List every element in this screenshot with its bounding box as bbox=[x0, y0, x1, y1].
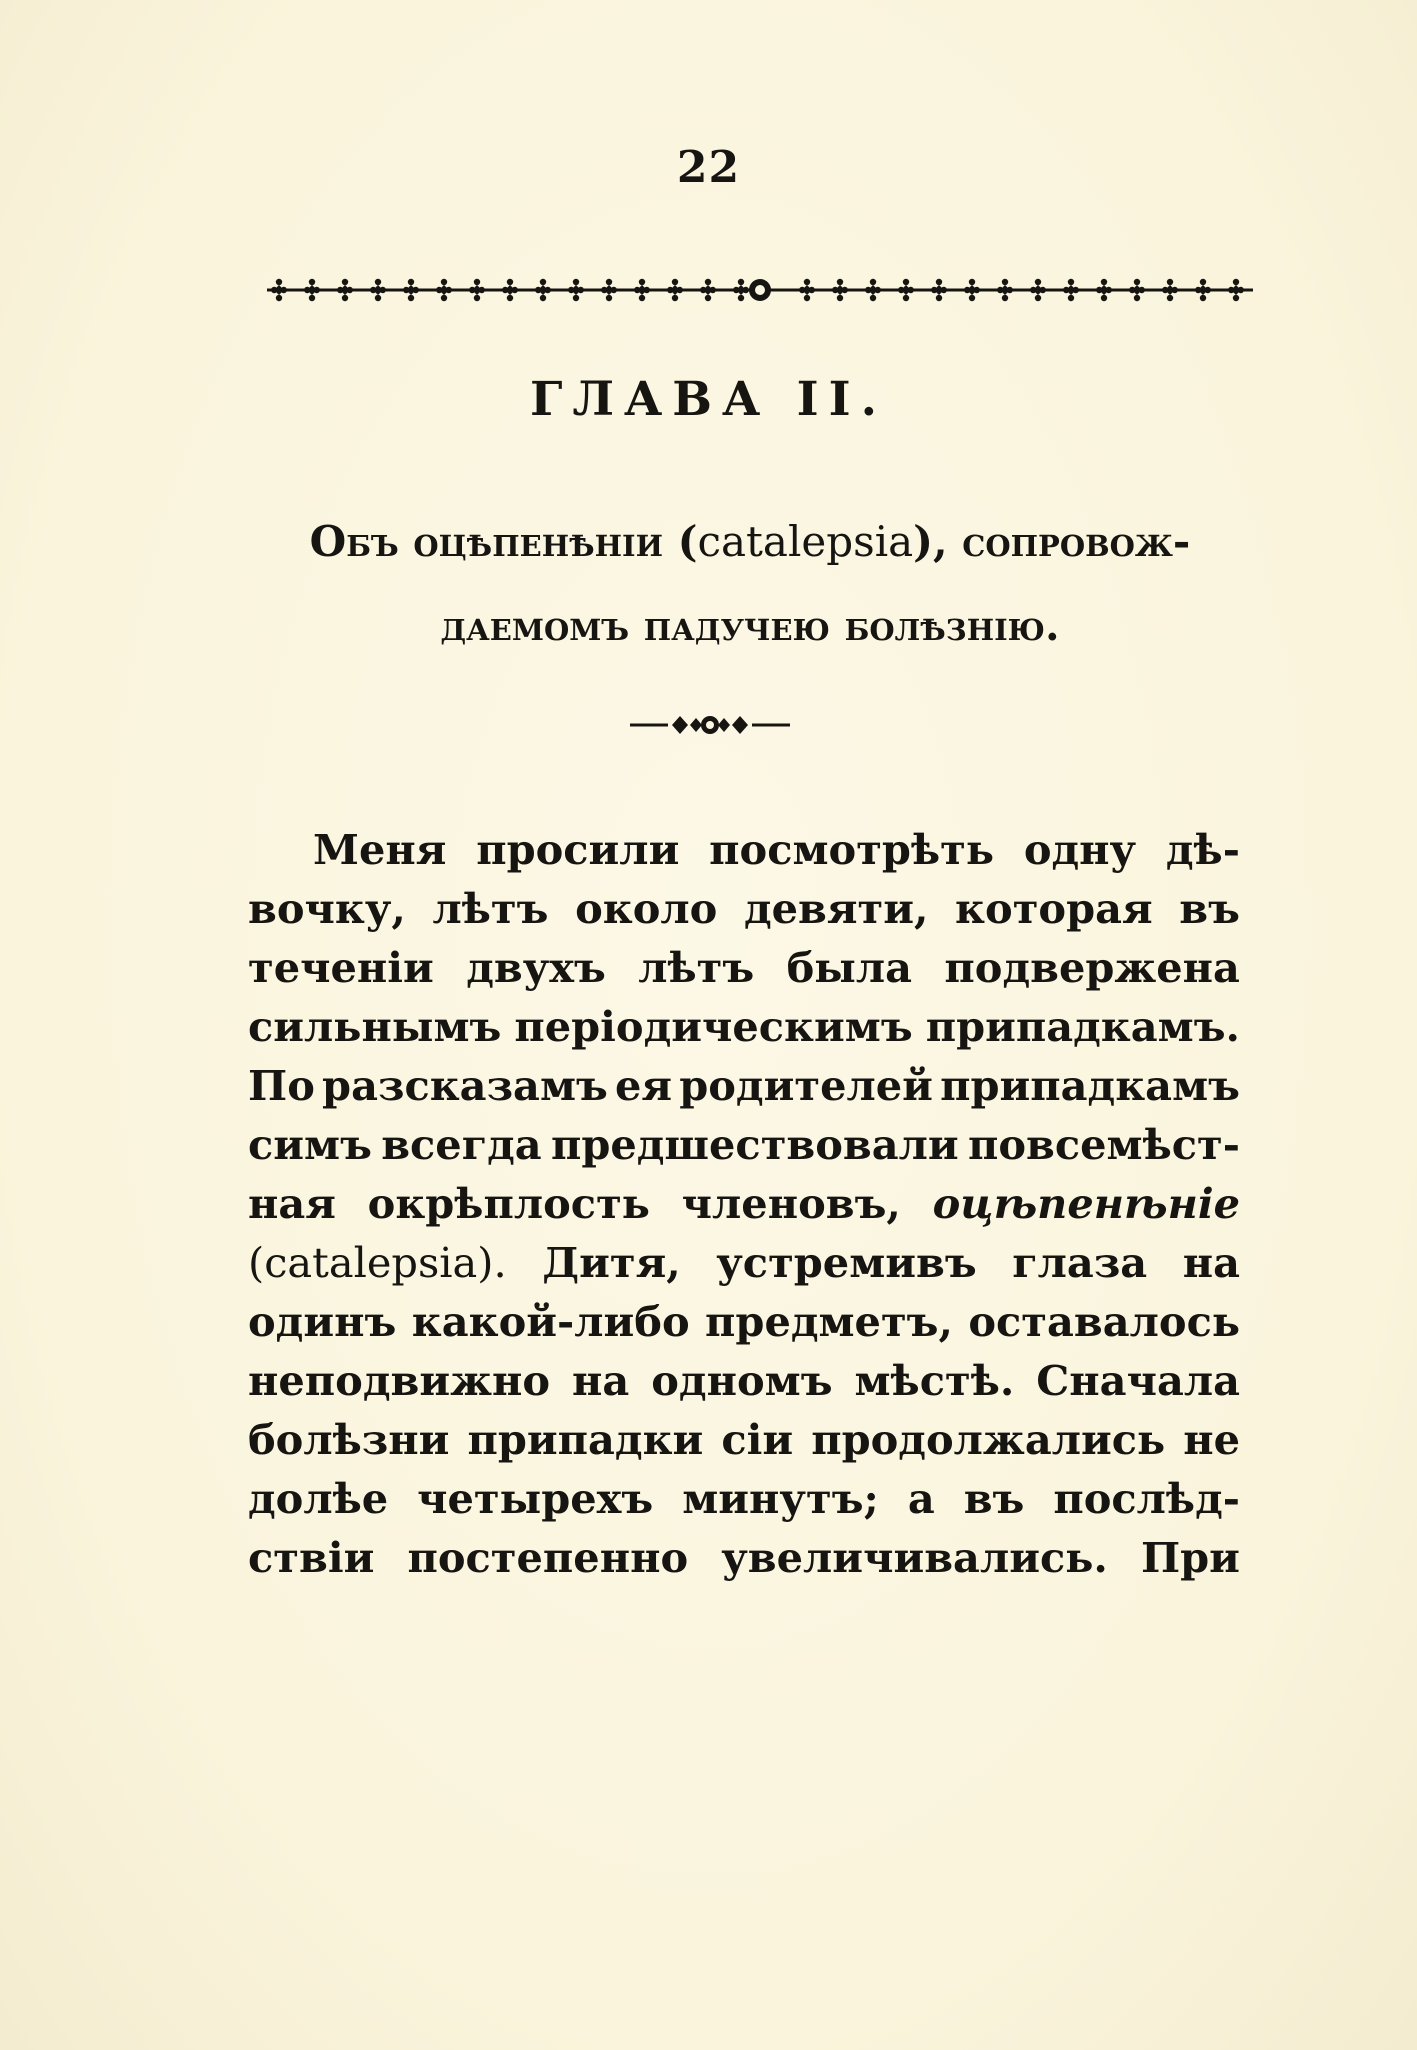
word: всегда bbox=[381, 1120, 542, 1169]
word: ствіи bbox=[248, 1533, 375, 1582]
word: подвержена bbox=[944, 943, 1240, 992]
word: болѣзни bbox=[248, 1415, 450, 1464]
word: одну bbox=[1023, 825, 1137, 874]
word: не bbox=[1183, 1415, 1240, 1464]
word: сіи bbox=[721, 1415, 794, 1464]
word: неподвижно bbox=[248, 1356, 551, 1405]
ornament-motif bbox=[1228, 279, 1244, 301]
chapter-subtitle bbox=[250, 500, 1250, 668]
ornament-motif bbox=[865, 279, 881, 301]
word: родителей bbox=[679, 1061, 933, 1110]
ornament-motif bbox=[436, 279, 452, 301]
ornament-motif bbox=[337, 279, 353, 301]
text-line bbox=[248, 997, 1240, 1056]
text-line bbox=[248, 938, 1240, 997]
ornament-motif bbox=[403, 279, 419, 301]
word: предшествовали bbox=[550, 1120, 959, 1169]
word: Сначала bbox=[1036, 1356, 1240, 1405]
text-line bbox=[248, 1233, 1240, 1292]
word: (catalepsia). bbox=[248, 1238, 507, 1287]
text-line bbox=[248, 1469, 1240, 1528]
text-line bbox=[248, 1410, 1240, 1469]
ornament-motif bbox=[1129, 279, 1145, 301]
subtitle-part-1: Объ оцѣпенѣніи ( bbox=[309, 517, 698, 566]
text-line bbox=[248, 1174, 1240, 1233]
ornament-motif bbox=[733, 279, 749, 301]
ornament-motif bbox=[1096, 279, 1112, 301]
word: дѣ- bbox=[1165, 825, 1240, 874]
word: припадкамъ bbox=[940, 1061, 1240, 1110]
ornament-motif bbox=[1063, 279, 1079, 301]
word: четырехъ bbox=[417, 1474, 654, 1523]
ornament-motif bbox=[469, 279, 485, 301]
word: увеличивались. bbox=[721, 1533, 1108, 1582]
text-line bbox=[248, 1528, 1240, 1587]
subtitle-part-2: ), сопровож- bbox=[913, 517, 1191, 566]
ornament-motif bbox=[634, 279, 650, 301]
text-line bbox=[248, 1056, 1240, 1115]
word: ная bbox=[248, 1179, 336, 1228]
word: теченіи bbox=[248, 943, 434, 992]
word: Меня bbox=[313, 825, 447, 874]
ornament-motif bbox=[931, 279, 947, 301]
word: на bbox=[1182, 1238, 1240, 1287]
page-number: 22 bbox=[676, 142, 741, 193]
word: посмотрѣть bbox=[709, 825, 995, 874]
word: припадки bbox=[467, 1415, 704, 1464]
ornament-motif bbox=[535, 279, 551, 301]
body-paragraph bbox=[248, 820, 1240, 1587]
word: девяти, bbox=[743, 884, 929, 933]
ornament-motif bbox=[568, 279, 584, 301]
word: а bbox=[907, 1474, 935, 1523]
text-line bbox=[248, 879, 1240, 938]
word: была bbox=[786, 943, 913, 992]
word: устремивъ bbox=[716, 1238, 977, 1287]
subtitle-line-1 bbox=[250, 500, 1250, 584]
word: По bbox=[248, 1061, 315, 1110]
ornament-motif bbox=[964, 279, 980, 301]
ornament-motif bbox=[1162, 279, 1178, 301]
ornament-motif bbox=[1195, 279, 1211, 301]
ornament-motif bbox=[997, 279, 1013, 301]
ornament-motif bbox=[502, 279, 518, 301]
ornament-motif bbox=[271, 279, 287, 301]
word: повсемѣст- bbox=[967, 1120, 1240, 1169]
word: окрѣплость bbox=[367, 1179, 650, 1228]
ornament-motif bbox=[898, 279, 914, 301]
word: вочку, bbox=[248, 884, 406, 933]
word: одинъ bbox=[248, 1297, 397, 1346]
ornament-motif bbox=[832, 279, 848, 301]
text-line bbox=[248, 1115, 1240, 1174]
small-ornament-divider bbox=[0, 710, 1417, 740]
word: лѣтъ bbox=[638, 943, 755, 992]
word: на bbox=[572, 1356, 630, 1405]
word: лѣтъ bbox=[432, 884, 549, 933]
top-ornament-rule bbox=[265, 270, 1255, 310]
word: мѣстѣ. bbox=[854, 1356, 1015, 1405]
word: въ bbox=[1179, 884, 1240, 933]
ornament-motif bbox=[370, 279, 386, 301]
ornament-motif bbox=[601, 279, 617, 301]
word: долѣе bbox=[248, 1474, 389, 1523]
subtitle-latin-term: catalepsia bbox=[697, 517, 914, 566]
word: около bbox=[575, 884, 718, 933]
ornament-motif bbox=[667, 279, 683, 301]
word: ея bbox=[615, 1061, 673, 1110]
word: какой-либо bbox=[411, 1297, 690, 1346]
word: которая bbox=[955, 884, 1153, 933]
ornament-motif bbox=[799, 279, 815, 301]
ornament-motif bbox=[1030, 279, 1046, 301]
ornament-motif bbox=[304, 279, 320, 301]
text-line bbox=[248, 1351, 1240, 1410]
word: продолжались bbox=[811, 1415, 1166, 1464]
word: разсказамъ bbox=[322, 1061, 608, 1110]
word: оставалось bbox=[968, 1297, 1240, 1346]
word: минутъ; bbox=[682, 1474, 879, 1523]
word: При bbox=[1140, 1533, 1240, 1582]
word: двухъ bbox=[466, 943, 606, 992]
word: симъ bbox=[248, 1120, 372, 1169]
word: предметъ, bbox=[705, 1297, 953, 1346]
word: членовъ, bbox=[681, 1179, 901, 1228]
word: періодическимъ bbox=[514, 1002, 913, 1051]
word: оцѣпенѣніе bbox=[932, 1179, 1240, 1228]
word: послѣд- bbox=[1053, 1474, 1240, 1523]
chapter-title: ГЛАВА II. bbox=[530, 372, 887, 427]
word: въ bbox=[963, 1474, 1025, 1523]
text-line bbox=[248, 1292, 1240, 1351]
text-line bbox=[248, 820, 1240, 879]
word: Дитя, bbox=[542, 1238, 681, 1287]
subtitle-line-2: даемомъ падучею болѣзнію. bbox=[440, 601, 1060, 650]
ornament-motif bbox=[700, 279, 716, 301]
word: сильнымъ bbox=[248, 1002, 502, 1051]
word: одномъ bbox=[651, 1356, 833, 1405]
word: припадкамъ. bbox=[925, 1002, 1240, 1051]
word: постепенно bbox=[407, 1533, 689, 1582]
word: глаза bbox=[1012, 1238, 1148, 1287]
word: просили bbox=[476, 825, 680, 874]
